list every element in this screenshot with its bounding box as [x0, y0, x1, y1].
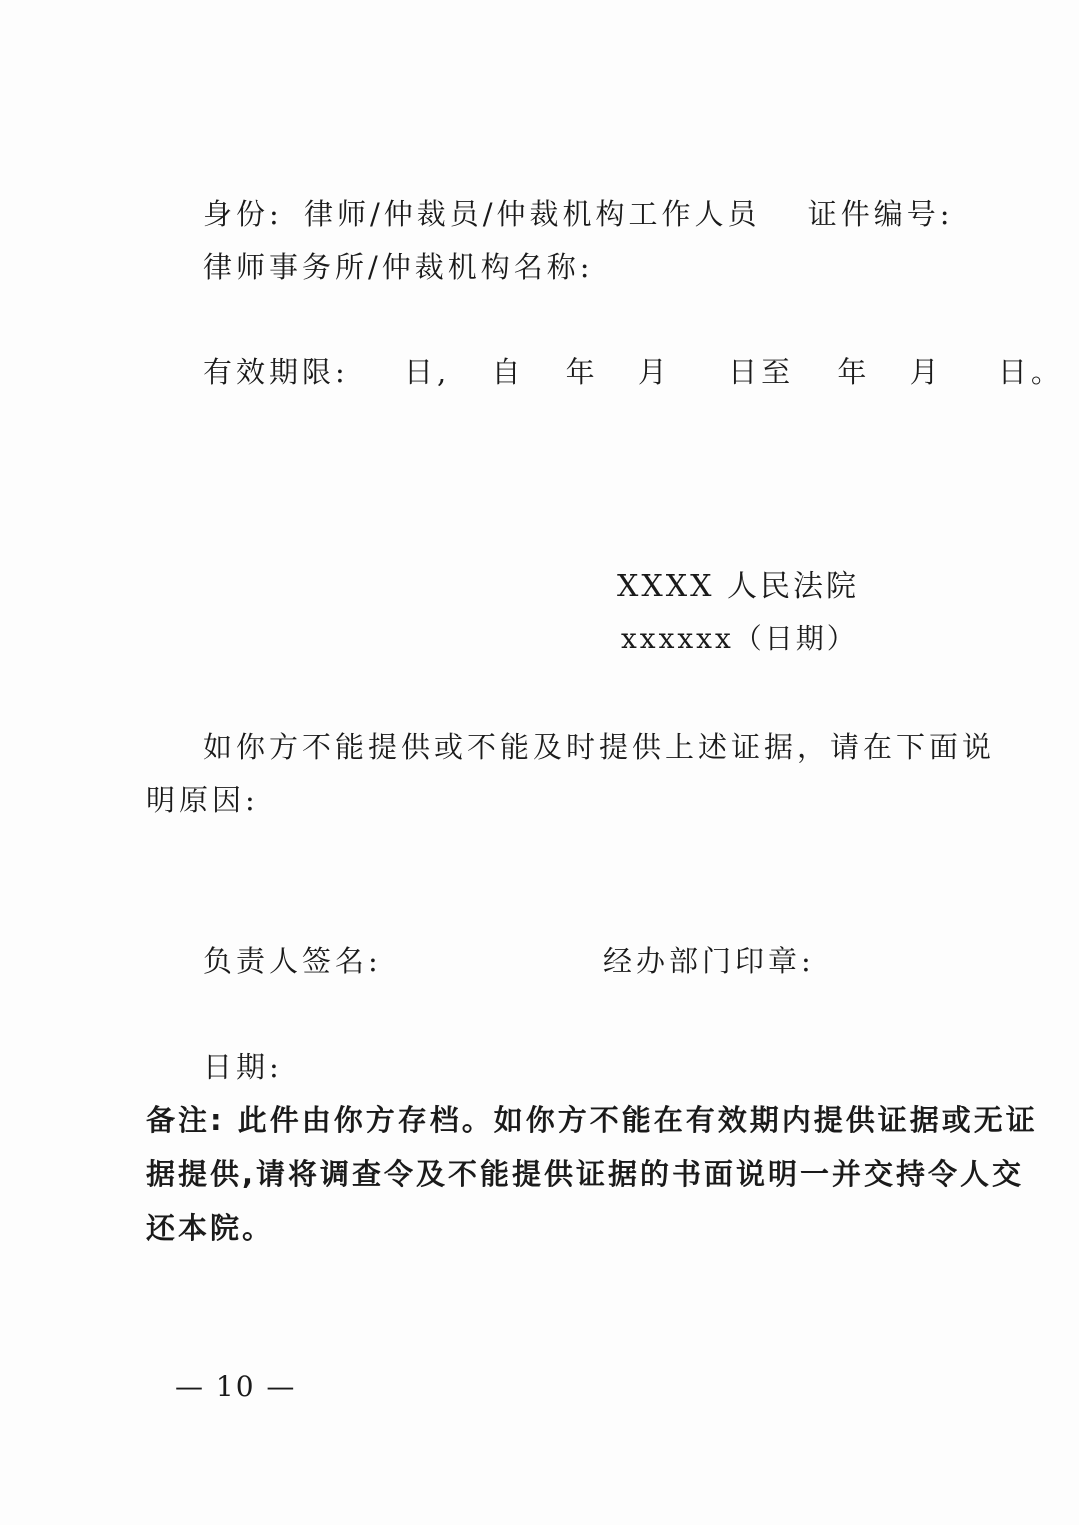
court-date: xxxxxx（日期）: [621, 622, 858, 655]
validity-end-day: 日。: [997, 355, 1064, 389]
validity-line: [203, 355, 1064, 389]
identity-line: [203, 197, 954, 231]
validity-label: 有效期限:: [203, 355, 349, 389]
validity-end-month: 月: [909, 355, 943, 389]
validity-days-unit: 日,: [404, 355, 451, 389]
note-line3: 还本院。: [146, 1211, 275, 1245]
identity-roles: 律师/仲裁员/仲裁机构工作人员: [304, 197, 761, 231]
reason-prompt-line2: 明原因:: [146, 783, 259, 817]
validity-end-year: 年: [837, 355, 871, 389]
organization-name-label: 律师事务所/仲裁机构名称:: [203, 250, 594, 284]
validity-start-year: 年: [565, 355, 599, 389]
date-label: 日期:: [203, 1050, 283, 1084]
identity-label: 身份:: [203, 197, 283, 231]
certificate-number-label: 证件编号:: [807, 197, 954, 231]
reason-prompt-line1: 如你方不能提供或不能及时提供上述证据，请在下面说: [203, 730, 996, 764]
page-number: — 10 —: [175, 1370, 297, 1403]
validity-from: 自: [491, 355, 525, 389]
note-line2: 据提供,请将调查令及不能提供证据的书面说明一并交持令人交: [146, 1157, 1025, 1191]
court-name: XXXX 人民法院: [617, 569, 859, 604]
responsible-person-signature-label: 负责人签名:: [203, 944, 382, 978]
note-line1: 备注: 此件由你方存档。如你方不能在有效期内提供证据或无证: [146, 1103, 1038, 1137]
department-seal-label: 经办部门印章:: [603, 944, 815, 978]
validity-start-month: 月: [637, 355, 671, 389]
validity-start-day-to: 日至: [728, 355, 795, 389]
